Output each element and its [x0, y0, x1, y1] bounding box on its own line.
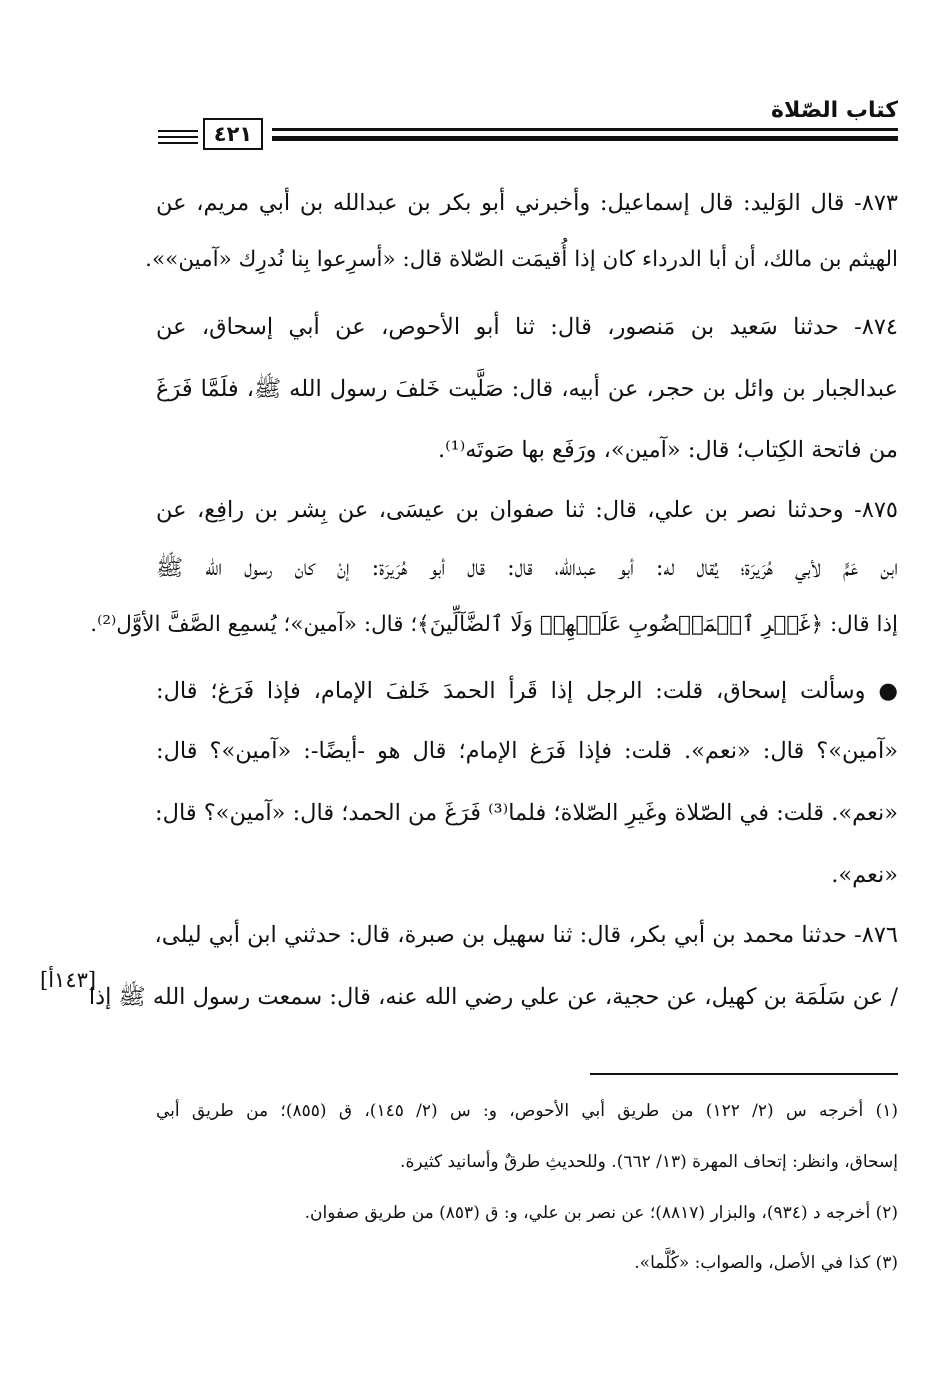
- footnote-separator: [590, 1073, 898, 1075]
- body-line: عبدالجبار بن وائل بن حجر، عن أبيه، قال: صَلَّيت خَلفَ رسول الله ﷺ، فلَمَّا فَرَغَ: [156, 376, 898, 402]
- body-line: «آمين»؟ قال: «نعم». قلت: فإذا فَرَغ الإمام؛ قال هو -أيضًا-: «آمين»؟ قال:: [156, 738, 898, 764]
- body-line: ٨٧٦- حدثنا محمد بن أبي بكر، قال: ثنا سهيل بن صبرة، قال: حدثني ابن أبي ليلى،: [154, 922, 898, 948]
- body-line: «نعم». قلت: في الصّلاة وغَيرِ الصّلاة؛ فلما⁽³⁾ فَرَغَ من الحمد؛ قال: «آمين»؟ قال:: [155, 800, 898, 826]
- body-line: إذا قال: ﴿غَيۡرِ ٱلۡمَغۡضُوبِ عَلَيۡهِمۡ وَلَا ٱلضَّآلِّينَ﴾؛ قال: «آمين»؛ يُسمِع الصَّفَّ الأوَّل⁽²⁾.: [90, 612, 898, 637]
- body-line: ٨٧٣- قال الوَليد: قال إسماعيل: وأخبرني أبو بكر بن عبدالله بن أبي مريم، عن: [156, 190, 898, 216]
- footnote-line: (٣) كذا في الأصل، والصواب: «كُلَّما».: [634, 1253, 898, 1273]
- body-line: ● وسألت إسحاق، قلت: الرجل إذا قَرأ الحمدَ خَلفَ الإمام، فإذا فَرَغ؛ قال:: [156, 678, 898, 704]
- header-rule-left-3: [158, 142, 198, 144]
- header-rule-thick: [272, 136, 898, 141]
- footnote-line: (٢) أخرجه د (٩٣٤)، والبزار (٨٨١٧)؛ عن نصر بن علي، و: ق (٨٥٣) من طريق صفوان.: [304, 1203, 898, 1223]
- body-line: ابن عَمٍّ لأبي هُرَيرَة؛ يُقال له: أبو عبدالله، قال: قال أبو هُرَيرَة: إنْ كان رسول الله ﷺ: [156, 555, 898, 581]
- body-line: «نعم».: [831, 862, 898, 888]
- footnote-line: (١) أخرجه س (٢/ ١٢٢) من طريق أبي الأحوص، و: س (٢/ ١٤٥)، ق (٨٥٥)؛ من طريق أبي: [156, 1101, 898, 1121]
- page-number: ٤٢١: [203, 118, 263, 150]
- body-line: ٨٧٤- حدثنا سَعيد بن مَنصور، قال: ثنا أبو الأحوص، عن أبي إسحاق، عن: [156, 314, 898, 340]
- header-rule-left-2: [158, 136, 198, 138]
- body-line: من فاتحة الكِتاب؛ قال: «آمين»، ورَفَع بها صَوتَه⁽¹⁾.: [437, 437, 898, 463]
- body-line: الهيثم بن مالك، أن أبا الدرداء كان إذا أُقيمَت الصّلاة قال: «أسرِعوا بِنا نُدرِك «آمين»».: [145, 247, 898, 272]
- body-line: / عن سَلَمَة بن كهيل، عن حجية، عن علي رضي الله عنه، قال: سمعت رسول الله ﷺ إذا: [88, 984, 898, 1010]
- header-rule-left-1: [158, 130, 198, 132]
- header-rule-top: [272, 128, 898, 131]
- body-line: ٨٧٥- وحدثنا نصر بن علي، قال: ثنا صفوان بن عيسَى، عن بِشر بن رافِع، عن: [156, 497, 898, 523]
- manuscript-folio-note: [١٤٣أ]: [40, 968, 97, 992]
- footnote-line: إسحاق، وانظر: إتحاف المهرة (١٣/ ٦٦٢). وللحديثِ طرقٌ وأسانيد كثيرة.: [400, 1152, 898, 1172]
- chapter-title: كتاب الصّلاة: [771, 98, 898, 123]
